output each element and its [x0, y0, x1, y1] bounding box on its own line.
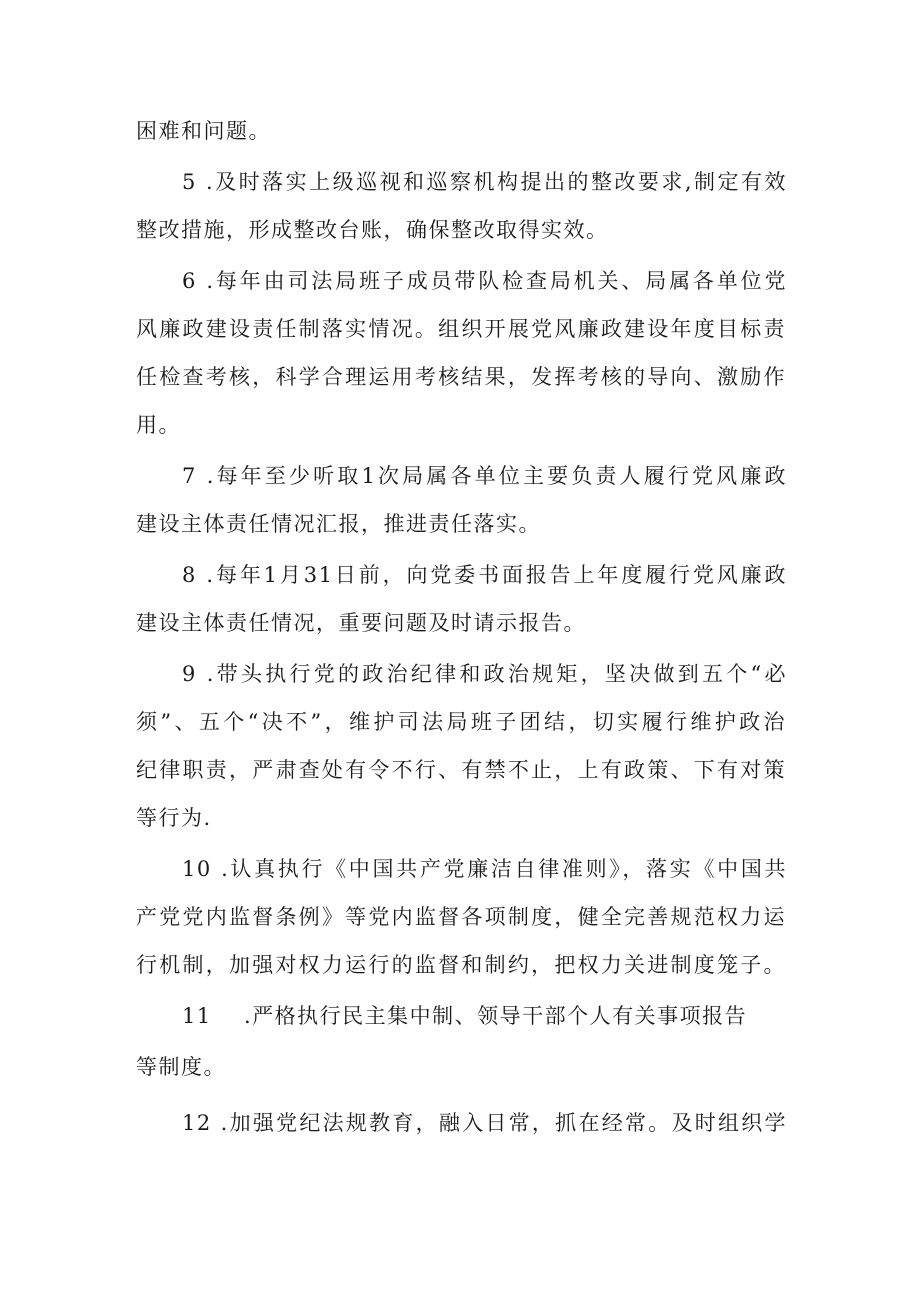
list-item-6-line-3: 任检查考核，科学合理运用考核结果，发挥考核的导向、激励作 — [136, 365, 786, 389]
list-item-8-line-2: 建设主体责任情况，重要问题及时请示报告。 — [136, 611, 586, 635]
list-item-11-line-2: 等制度。 — [136, 1055, 226, 1079]
list-item-9-line-2: 须”、五个“决不”，维护司法局班子团结，切实履行维护政治 — [136, 710, 786, 734]
list-item-9-line-3: 纪律职责，严肃查处有令不行、有禁不止，上有政策、下有对策 — [136, 758, 786, 782]
list-item-10-line-1: 10 .认真执行《中国共产党廉洁自律准则》，落实《中国共 — [182, 857, 787, 881]
list-item-10-line-2: 产党党内监督条例》等党内监督各项制度，健全完善规范权力运 — [136, 905, 786, 929]
text-line: 困难和问题。 — [136, 119, 271, 143]
list-item-12-line-1: 12 .加强党纪法规教育，融入日常，抓在经常。及时组织学 — [182, 1111, 787, 1135]
list-item-9-line-1: 9 .带头执行党的政治纪律和政治规矩，坚决做到五个“必 — [182, 662, 787, 686]
list-item-6-line-1: 6 .每年由司法局班子成员带队检查局机关、局属各单位党 — [182, 269, 787, 293]
list-item-7-line-1: 7 .每年至少听取1次局属各单位主要负责人履行党风廉政 — [182, 464, 787, 488]
list-item-5-line-1: 5 .及时落实上级巡视和巡察机构提出的整改要求,制定有效 — [182, 170, 787, 194]
list-item-7-line-2: 建设主体责任情况汇报，推进责任落实。 — [136, 512, 541, 536]
list-item-8-line-1: 8 .每年1月31日前，向党委书面报告上年度履行党风廉政 — [182, 563, 787, 587]
list-item-10-line-3: 行机制，加强对权力运行的监督和制约，把权力关进制度笼子。 — [136, 953, 786, 977]
list-item-11-line-1: .严格执行民主集中制、领导干部个人有关事项报告 — [244, 1004, 748, 1028]
list-item-6-line-4: 用。 — [136, 413, 181, 437]
list-item-11-number: 11 — [182, 1004, 212, 1028]
list-item-5-line-2: 整改措施，形成整改台账，确保整改取得实效。 — [136, 218, 609, 242]
list-item-9-line-4: 等行为. — [136, 806, 212, 830]
list-item-6-line-2: 风廉政建设责任制落实情况。组织开展党风廉政建设年度目标责 — [136, 317, 786, 341]
